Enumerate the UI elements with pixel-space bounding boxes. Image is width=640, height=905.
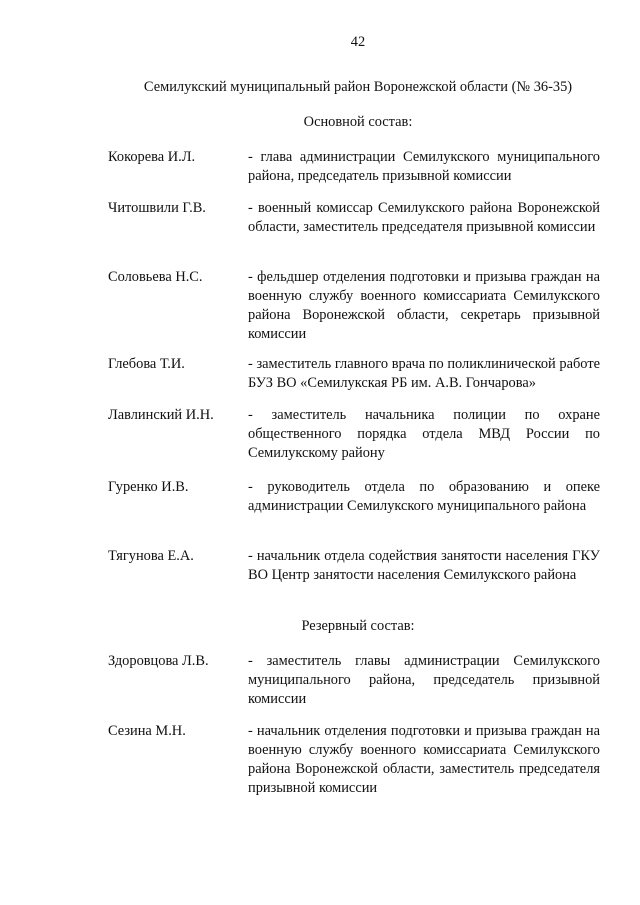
member-name: Тягунова Е.А. bbox=[108, 548, 194, 564]
page-number: 42 bbox=[350, 34, 366, 50]
member-name: Читошвили Г.В. bbox=[108, 200, 206, 216]
main-section-heading: Основной состав: bbox=[303, 114, 413, 130]
member-role: - глава администрации Семилукского муниципального района, председатель призывной комиссии bbox=[248, 149, 600, 184]
member-role: - фельдшер отделения подготовки и призыва граждан на военную службу военного комиссариата Семилукского района Воронежской области, секретарь призывной комиссии bbox=[248, 269, 600, 342]
member-role: - военный комиссар Семилукского района Воронежской области, заместитель председателя призывной комиссии bbox=[248, 200, 600, 235]
member-role: - заместитель главы администрации Семилукского муниципального района, председатель призывной комиссии bbox=[248, 653, 600, 707]
member-name: Сезина М.Н. bbox=[108, 723, 186, 739]
member-name: Здоровцова Л.В. bbox=[108, 653, 209, 669]
member-role: - руководитель отдела по образованию и опеке администрации Семилукского муниципального района bbox=[248, 479, 600, 514]
member-role: - начальник отделения подготовки и призыва граждан на военную службу военного комиссариата Семилукского района Воронежской области, заместитель председателя призывной комиссии bbox=[248, 723, 600, 796]
member-name: Лавлинский И.Н. bbox=[108, 407, 214, 423]
member-role: - заместитель начальника полиции по охране общественного порядка отдела МВД России по Семилукскому району bbox=[248, 407, 600, 461]
document-title: Семилукский муниципальный район Воронежской области (№ 36-35) bbox=[143, 79, 573, 95]
reserve-section-heading: Резервный состав: bbox=[301, 618, 415, 634]
member-role: - заместитель главного врача по поликлинической работе БУЗ ВО «Семилукская РБ им. А.В. Гончарова» bbox=[248, 356, 600, 391]
member-name: Соловьева Н.С. bbox=[108, 269, 203, 285]
member-name: Гуренко И.В. bbox=[108, 479, 189, 495]
member-role: - начальник отдела содействия занятости населения ГКУ ВО Центр занятости населения Семилукского района bbox=[248, 548, 600, 583]
member-name: Глебова Т.И. bbox=[108, 356, 185, 372]
member-name: Кокорева И.Л. bbox=[108, 149, 196, 165]
